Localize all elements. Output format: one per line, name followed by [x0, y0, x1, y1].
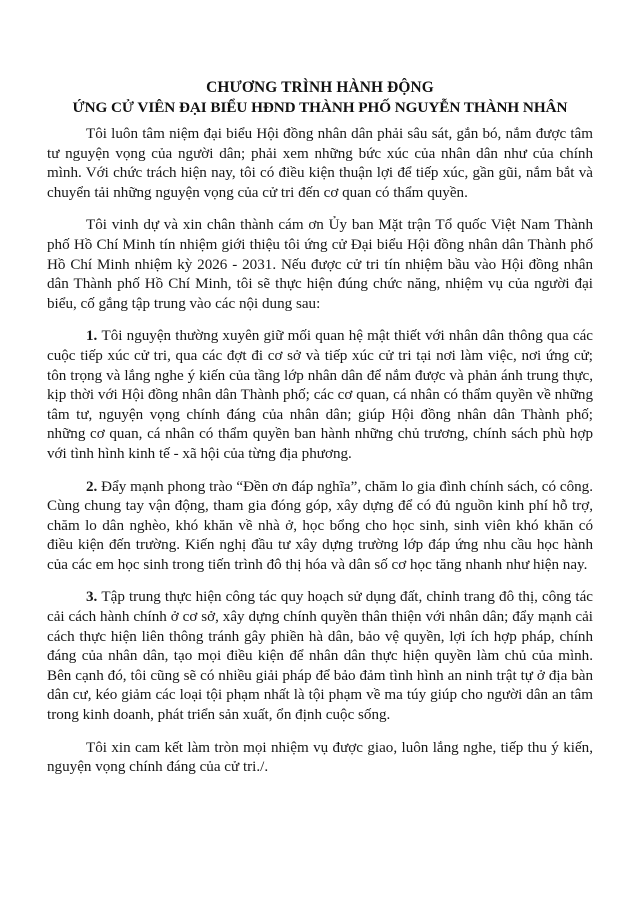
paragraph-point-2	[47, 478, 593, 576]
list-number: 1.	[86, 328, 98, 345]
paragraph-text: Tôi xin cam kết làm tròn mọi nhiệm vụ được giao, luôn lắng nghe, tiếp thu ý kiến, nguyện vọng chính đáng của cử tri./.	[47, 739, 593, 776]
list-number: 3.	[86, 589, 98, 606]
page-title-line-2: ỨNG CỬ VIÊN ĐẠI BIỂU HĐND THÀNH PHỐ NGUYỄN THÀNH NHÂN	[72, 98, 568, 116]
paragraph-text: Tôi vinh dự và xin chân thành cám ơn Ủy ban Mặt trận Tổ quốc Việt Nam Thành phố Hồ Chí Minh tín nhiệm giới thiệu tôi ứng cử Đại biểu Hội đồng nhân dân Thành phố Hồ Chí Minh nhiệm kỳ 2026 - 2031. Nếu được cử tri tín nhiệm bầu vào Hội đồng nhân dân Thành phố Hồ Chí Minh, tôi sẽ thực hiện đúng chức năng, nhiệm vụ của người đại biểu, cố gắng tập trung vào các nội dung sau:	[47, 217, 593, 312]
paragraph-text: Đẩy mạnh phong trào “Đền ơn đáp nghĩa”, chăm lo gia đình chính sách, có công. Cùng chung tay vận động, tham gia đóng góp, xây dựng để có đủ nguồn kinh phí hỗ trợ, chăm lo dân nghèo, khó khăn về nhà ở, học bổng cho học sinh, sinh viên khó khăn có điều kiện đến trường. Kiến nghị đầu tư xây dựng trường lớp đáp ứng nhu cầu học hành của các em học sinh trong tiến trình đô thị hóa và dân số cơ học tăng nhanh như hiện nay.	[47, 478, 593, 573]
paragraph-point-3	[47, 588, 593, 725]
paragraph-intro-2	[47, 216, 593, 314]
list-number: 2.	[86, 478, 98, 495]
paragraph-point-1	[47, 327, 593, 464]
page-title-line-1: CHƯƠNG TRÌNH HÀNH ĐỘNG	[206, 79, 434, 96]
paragraph-text: Tập trung thực hiện công tác quy hoạch sử dụng đất, chỉnh trang đô thị, công tác cải cách hành chính ở cơ sở, xây dựng chính quyền thân thiện với nhân dân; đẩy mạnh cải cách thực hiện liên thông tránh gây phiền hà dân, bảo vệ quyền, lợi ích hợp pháp, chính đáng của nhân dân, tạo mọi điều kiện để nhân dân thực hiện quyền làm chủ của mình. Bên cạnh đó, tôi cũng sẽ có nhiều giải pháp để bảo đảm tình hình an ninh trật tự ở địa bàn dân cư, kéo giảm các loại tội phạm nhất là tội phạm về ma túy giúp cho người dân an tâm trong kinh doanh, phát triển sản xuất, ổn định cuộc sống.	[47, 589, 594, 724]
page-title	[47, 78, 593, 117]
paragraph-closing	[47, 739, 593, 778]
document-body	[47, 125, 593, 778]
paragraph-text: Tôi nguyện thường xuyên giữ mối quan hệ mật thiết với nhân dân thông qua các cuộc tiếp xúc cử tri, qua các đợt đi cơ sở và tiếp xúc cử tri tại nơi làm việc, nơi ứng cử; tôn trọng và lắng nghe ý kiến của tầng lớp nhân dân để nắm được và phản ánh trung thực, kịp thời với Hội đồng nhân dân Thành phố; các cơ quan, cá nhân có thẩm quyền về những tâm tư, nguyện vọng chính đáng của nhân dân; giúp Hội đồng nhân dân Thành phố; những cơ quan, cá nhân có thẩm quyền ban hành những chủ trương, chính sách phù hợp với tình hình kinh tế - xã hội của từng địa phương.	[47, 328, 593, 462]
paragraph-text: Tôi luôn tâm niệm đại biểu Hội đồng nhân dân phải sâu sát, gắn bó, nắm được tâm tư nguyện vọng của người dân; phải xem những bức xúc của nhân dân như của chính mình. Với chức trách hiện nay, tôi có điều kiện thuận lợi để tiếp xúc, gần gũi, nắm bắt và chuyển tải những nguyện vọng của cử tri đến cơ quan có thẩm quyền.	[47, 126, 593, 201]
paragraph-intro-1	[47, 125, 593, 203]
